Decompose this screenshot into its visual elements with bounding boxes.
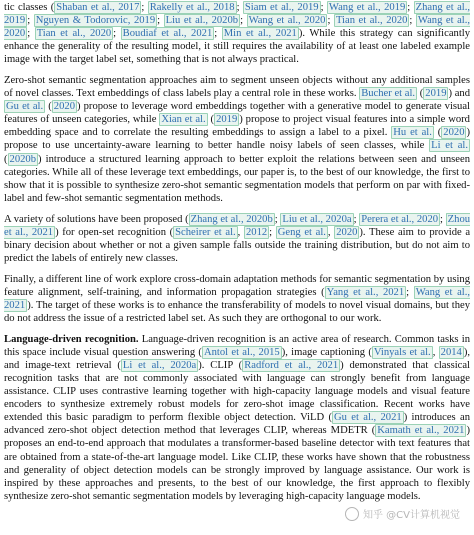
body-text: ;: [27, 15, 34, 27]
body-text: ;: [27, 28, 35, 40]
citation-link[interactable]: Scheirer et al.: [175, 226, 236, 238]
section-run-in-heading: Language-driven recognition.: [4, 334, 139, 346]
citation-link[interactable]: Kamath et al., 2021: [377, 425, 465, 437]
body-text: ), and image-text retrieval (: [4, 347, 471, 372]
citation-link[interactable]: Wang et al., 2020: [248, 15, 326, 27]
body-text: (: [45, 101, 52, 113]
citation-link[interactable]: Tian et al., 2020: [36, 28, 112, 40]
citation-link[interactable]: 2014: [440, 347, 462, 359]
body-text: ) demonstrated that classical recognition tasks that are not commonly associated with language can strongly benefit from language assistance. CLIP uses contrastive learning together with high-capacity language models and visual feature encoders to synthesize extremely robust models for zero-shot image classification. Recent works have extended this basic paradigm to perform flexible object detection. ViLD (: [4, 360, 470, 424]
citation-link[interactable]: Xian et al.: [161, 114, 206, 126]
body-text: ;: [157, 15, 164, 27]
paragraph-p2: [4, 74, 470, 204]
citation-link[interactable]: Li et al., 2020a: [122, 360, 197, 372]
body-text: A variety of solutions have been proposed (: [4, 213, 189, 225]
body-text: ;: [409, 15, 416, 27]
body-text: (: [417, 88, 424, 100]
citation-link[interactable]: Wang et al., 2019: [328, 2, 406, 13]
citation-link[interactable]: Rakelly et al., 2018: [149, 2, 235, 13]
citation-link[interactable]: Geng et al.: [277, 226, 326, 238]
citation-link[interactable]: 2020: [443, 127, 465, 139]
citation-link[interactable]: Bucher et al.: [361, 88, 416, 100]
watermark-text: 知乎 @CV计算机视觉: [362, 510, 460, 521]
body-text: ;: [327, 15, 334, 27]
body-text: ;: [240, 15, 247, 27]
citation-link[interactable]: Perera et al., 2020: [361, 213, 439, 225]
body-text: ;: [320, 2, 327, 13]
citation-link[interactable]: Vinyals et al.: [373, 347, 431, 359]
body-text: ;: [269, 226, 276, 238]
body-text: Language-driven recognition is an active area of research. Common tasks in this space include visual question answering (: [4, 334, 470, 359]
body-text: ). These aim to provide a binary decision about whether or not a given sample falls outside the training distribution, but do not aim to predict the labels of entirely new classes.: [4, 226, 471, 264]
body-text: Finally, a different line of work explore cross-domain adaptation methods for semantic segmentation by using feature alignment, self-training, and information propagation strategies (: [4, 273, 470, 298]
citation-link[interactable]: Tian et al., 2020: [335, 15, 408, 27]
body-text: ;: [407, 2, 414, 13]
body-text: (: [207, 114, 215, 126]
citation-link[interactable]: Wang et al., 2021: [4, 286, 471, 311]
citation-link[interactable]: 2020b: [9, 153, 37, 165]
citation-link[interactable]: Shaban et al., 2017: [56, 2, 140, 13]
paragraph-p5: [4, 333, 470, 503]
paragraph-p3: [4, 213, 470, 265]
body-text: (: [4, 153, 8, 165]
citation-link[interactable]: Zhang et al., 2019: [4, 2, 471, 27]
body-text: ;: [353, 213, 360, 225]
citation-link[interactable]: 2019: [425, 88, 447, 100]
citation-link[interactable]: Wang et al., 2020: [4, 15, 471, 40]
paper-body: [4, 0, 470, 503]
citation-link[interactable]: Boudiaf et al., 2021: [122, 28, 213, 40]
citation-link[interactable]: 2012: [245, 226, 268, 238]
paragraph-p4: [4, 273, 470, 325]
citation-link[interactable]: 2020: [53, 101, 75, 113]
citation-link[interactable]: Zhang et al., 2020b: [190, 213, 273, 225]
body-text: ) introduce a structured learning approach to better exploit the relations between seen and unseen categories. While all of these leverage text embeddings, our paper is, to the best of our knowledge, the first to show that it is possible to synthesize zero-shot semantic segmentation models that perform on par with fixed-label and few-shot semantic segmentation methods.: [4, 153, 470, 204]
body-text: tic classes (: [4, 2, 55, 13]
body-text: ;: [274, 213, 281, 225]
citation-link[interactable]: Antol et al., 2015: [203, 347, 280, 359]
citation-link[interactable]: Yang et al., 2021: [326, 286, 405, 298]
body-text: ) propose to use uncertainty-aware learning to better handle noisy labels of seen classes, while: [4, 127, 471, 152]
citation-link[interactable]: Li et al.: [431, 140, 468, 152]
citation-link[interactable]: 2019: [216, 114, 238, 126]
body-text: ). While this strategy can significantly enhance the generality of the resulting model, it still requires the availability of at least one labeled example image with the target label set, something that is not always practical.: [4, 28, 470, 66]
citation-link[interactable]: Hu et al.: [393, 127, 432, 139]
body-text: ) for open-set recognition (: [55, 226, 174, 238]
citation-link[interactable]: Min et al., 2021: [223, 28, 297, 40]
citation-link[interactable]: Gu et al., 2021: [334, 412, 402, 424]
body-text: ), image captioning (: [281, 347, 372, 359]
citation-link[interactable]: Siam et al., 2019: [244, 2, 319, 13]
paragraph-p1: [4, 1, 470, 66]
citation-link[interactable]: Zhou et al., 2021: [4, 213, 471, 238]
body-text: ) propose to project visual features into a simple word embedding space and to correlate the resulting embeddings to assign a label to a pixel.: [4, 114, 470, 139]
citation-link[interactable]: Liu et al., 2020b: [165, 15, 239, 27]
body-text: ) propose to leverage word embeddings together with a generative model to generate visual features of unseen categories, while: [4, 101, 470, 126]
body-text: ). The target of these works is to enhance the transferability of models to novel visual domains, but they do not address the issue of a restricted label set. As such they are orthogonal to our work.: [4, 299, 470, 325]
citation-link[interactable]: Radford et al., 2021: [244, 360, 339, 372]
body-text: Zero-shot semantic segmentation approaches aim to segment unseen objects without any additional samples of novel classes. Text embeddings of class labels play a central role in these works.: [4, 75, 470, 100]
body-text: ;: [406, 286, 414, 298]
body-text: ) introduces an advanced zero-shot object detection method that leverages CLIP, whereas MDETR (: [4, 412, 470, 437]
citation-link[interactable]: Gu et al.: [6, 101, 44, 113]
body-text: ) and: [448, 88, 470, 100]
body-text: ;: [141, 2, 148, 13]
citation-link[interactable]: Nguyen & Todorovic, 2019: [35, 15, 156, 27]
watermark: [345, 506, 460, 521]
body-text: (: [433, 127, 442, 139]
body-text: ;: [113, 28, 121, 40]
body-text: ). CLIP (: [198, 360, 243, 372]
citation-link[interactable]: Liu et al., 2020a: [282, 213, 352, 225]
body-text: ,: [237, 226, 244, 238]
body-text: ,: [327, 226, 335, 238]
zhihu-logo-icon: [345, 507, 359, 521]
body-text: ) proposes an end-to-end approach that modulates a transformer-based baseline detector with text features that are obtained from a state-of-the-art language model. Like CLIP, these works have shown that the robustness and generality of object detection models can be strongly improved by language assistance. Our work is inspired by these approaches and presents, to the best of our knowledge, the first approach to flexibly synthesize zero-shot semantic segmentation models by leveraging high-capacity language models.: [4, 425, 470, 502]
body-text: ,: [432, 347, 439, 359]
citation-link[interactable]: 2020: [336, 226, 358, 238]
body-text: ;: [440, 213, 446, 225]
body-text: ;: [214, 28, 222, 40]
body-text: ;: [236, 2, 243, 13]
